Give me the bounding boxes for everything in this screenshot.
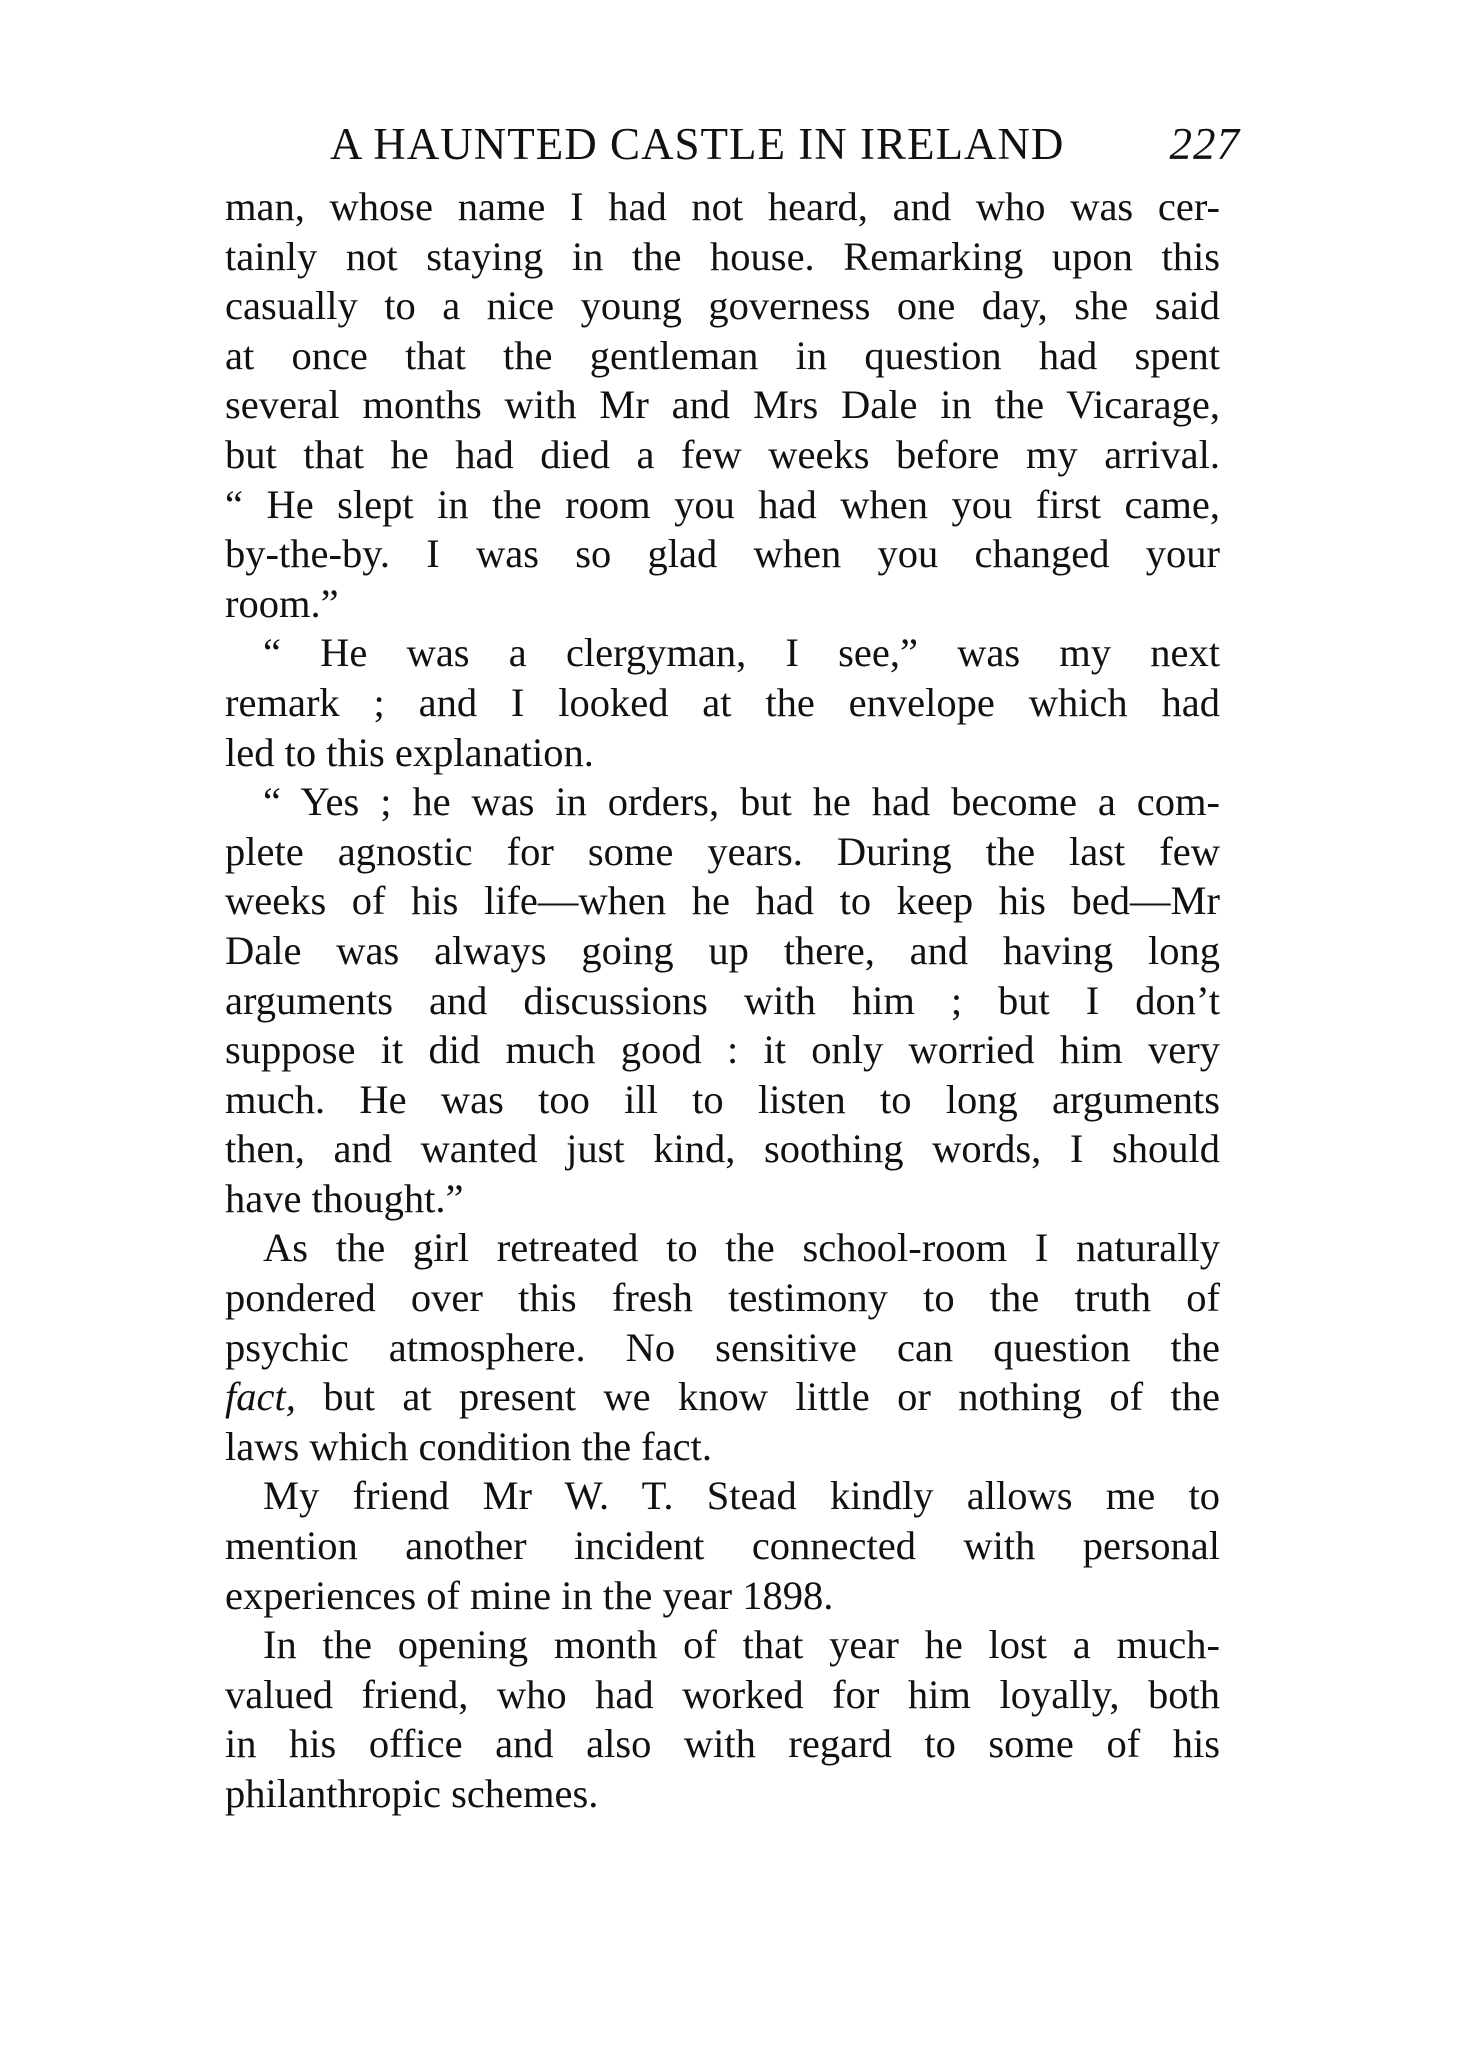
text-line: remark ; and I looked at the envelope which had bbox=[225, 679, 1220, 725]
text-line: arguments and discussions with him ; but I don’t bbox=[225, 977, 1220, 1023]
text-line-remainder: but at present we know little or nothing of the bbox=[323, 1374, 1220, 1420]
text-line: plete agnostic for some years. During the last few bbox=[225, 828, 1220, 874]
text-line: “ He slept in the room you had when you first came, bbox=[225, 481, 1220, 527]
text-line: led to this explanation. bbox=[225, 729, 594, 775]
text-line: “ He was a clergyman, I see,” was my next bbox=[263, 630, 1220, 676]
text-line: suppose it did much good : it only worried him very bbox=[225, 1027, 1220, 1073]
text-line: laws which condition the fact. bbox=[225, 1423, 712, 1469]
text-line: room.” bbox=[225, 580, 339, 626]
text-line: In the opening month of that year he lost a much- bbox=[263, 1622, 1220, 1668]
italic-word: fact, bbox=[225, 1374, 296, 1420]
text-line: psychic atmosphere. No sensitive can question the bbox=[225, 1324, 1220, 1370]
running-title: A HAUNTED CASTLE IN IRELAND bbox=[330, 119, 1065, 169]
text-line: experiences of mine in the year 1898. bbox=[225, 1572, 834, 1618]
text-line: by-the-by. I was so glad when you changed your bbox=[225, 531, 1220, 577]
text-line: much. He was too ill to listen to long arguments bbox=[225, 1076, 1220, 1122]
text-line: weeks of his life—when he had to keep his bed—Mr bbox=[225, 878, 1220, 924]
text-line: then, and wanted just kind, soothing words, I should bbox=[225, 1126, 1220, 1172]
body-text bbox=[225, 182, 1220, 1819]
text-line: As the girl retreated to the school-room I naturally bbox=[263, 1225, 1220, 1271]
text-line: Dale was always going up there, and having long bbox=[225, 927, 1220, 973]
text-line: at once that the gentleman in question had spent bbox=[225, 332, 1220, 378]
text-line: man, whose name I had not heard, and who was cer- bbox=[225, 184, 1220, 229]
page-number: 227 bbox=[1169, 119, 1240, 169]
text-line: casually to a nice young governess one day, she said bbox=[225, 283, 1220, 329]
text-line: valued friend, who had worked for him loyally, both bbox=[225, 1671, 1220, 1717]
text-line: have thought.” bbox=[225, 1175, 464, 1221]
text-line bbox=[225, 1372, 1220, 1422]
running-head bbox=[330, 112, 1240, 176]
text-line: tainly not staying in the house. Remarking upon this bbox=[225, 233, 1220, 279]
text-line: philanthropic schemes. bbox=[225, 1771, 599, 1816]
text-line: several months with Mr and Mrs Dale in the Vicarage, bbox=[225, 382, 1220, 428]
text-line: mention another incident connected with personal bbox=[225, 1523, 1220, 1569]
text-line: pondered over this fresh testimony to the truth of bbox=[225, 1275, 1220, 1321]
text-line: My friend Mr W. T. Stead kindly allows me to bbox=[263, 1473, 1220, 1519]
text-line: but that he had died a few weeks before my arrival. bbox=[225, 431, 1220, 477]
text-line: “ Yes ; he was in orders, but he had become a com- bbox=[263, 779, 1220, 825]
text-line: in his office and also with regard to some of his bbox=[225, 1721, 1220, 1767]
